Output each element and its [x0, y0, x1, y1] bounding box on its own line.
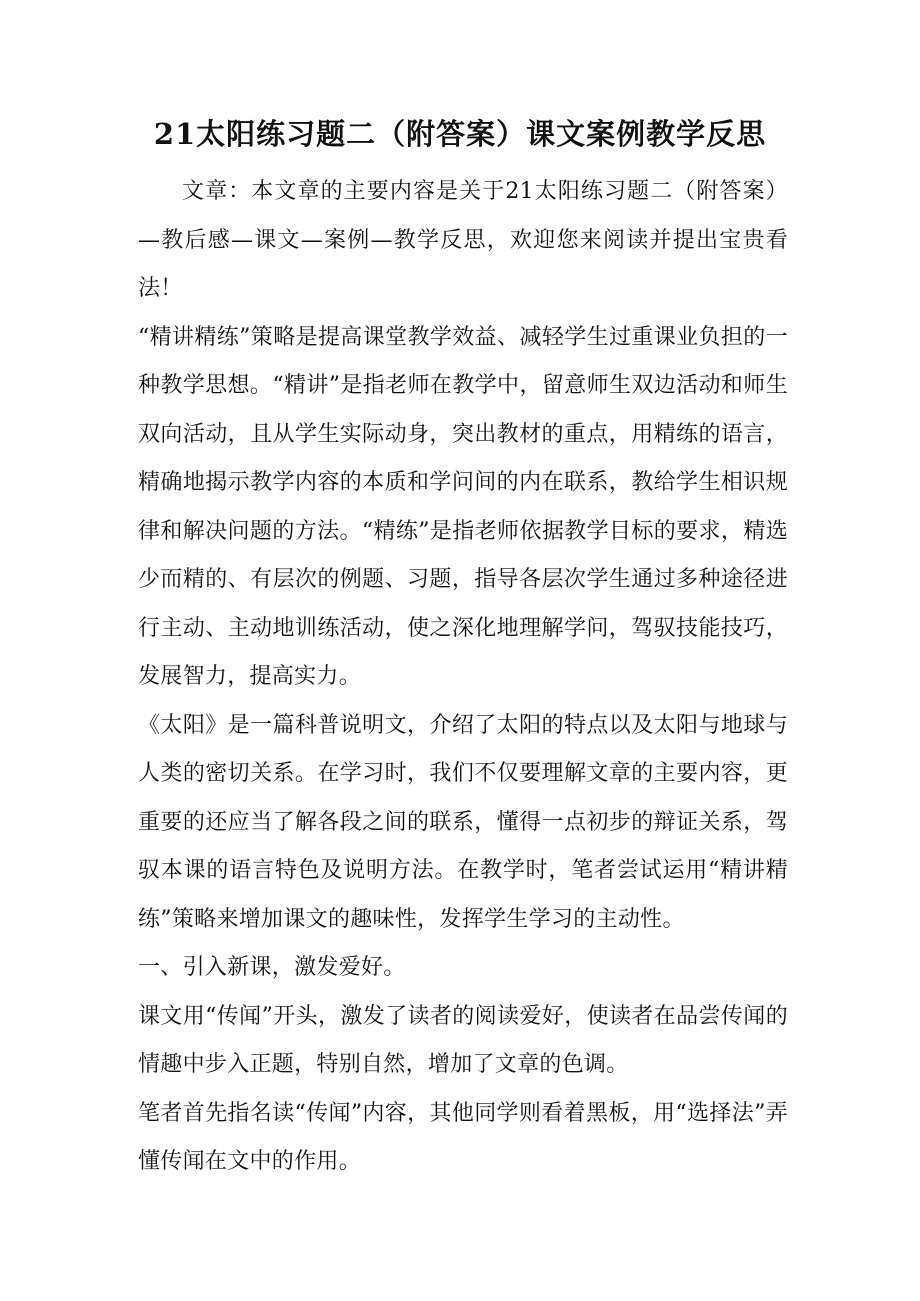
body-paragraph: 笔者首先指名读“传闻”内容，其他同学则看着黑板，用“选择法”弄懂传闻在文中的作用。 — [138, 1100, 788, 1174]
document-title: 21太阳练习题二（附答案）课文案例教学反思 — [153, 117, 767, 151]
intro-paragraph: 文章：本文章的主要内容是关于21太阳练习题二（附答案）—教后感—课文—案例—教学反思，欢迎您来阅读并提出宝贵看法！ — [138, 179, 788, 301]
document-body — [138, 168, 788, 1187]
body-paragraph: 课文用“传闻”开头，激发了读者的阅读爱好，使读者在品尝传闻的情趣中步入正题，特别自然，增加了文章的色调。 — [138, 1003, 788, 1077]
section-heading: 一、引入新课，激发爱好。 — [138, 955, 406, 980]
body-paragraph: “精讲精练”策略是提高课堂教学效益、减轻学生过重课业负担的一种教学思想。“精讲”是指老师在教学中，留意师生双边活动和师生双向活动，且从学生实际动身，突出教材的重点，用精练的语言，精确地揭示教学内容的本质和学问间的内在联系，教给学生相识规律和解决问题的方法。“精练”是指老师依据教学目标的要求，精选少而精的、有层次的例题、习题，指导各层次学生通过多种途径进行主动、主动地训练活动，使之深化地理解学问，驾驭技能技巧，发展智力，提高实力。 — [138, 324, 788, 689]
body-paragraph: 《太阳》是一篇科普说明文，介绍了太阳的特点以及太阳与地球与人类的密切关系。在学习时，我们不仅要理解文章的主要内容，更重要的还应当了解各段之间的联系，懂得一点初步的辩证关系，驾驭本课的语言特色及说明方法。在教学时，笔者尝试运用“精讲精练”策略来增加课文的趣味性，发挥学生学习的主动性。 — [138, 712, 788, 932]
